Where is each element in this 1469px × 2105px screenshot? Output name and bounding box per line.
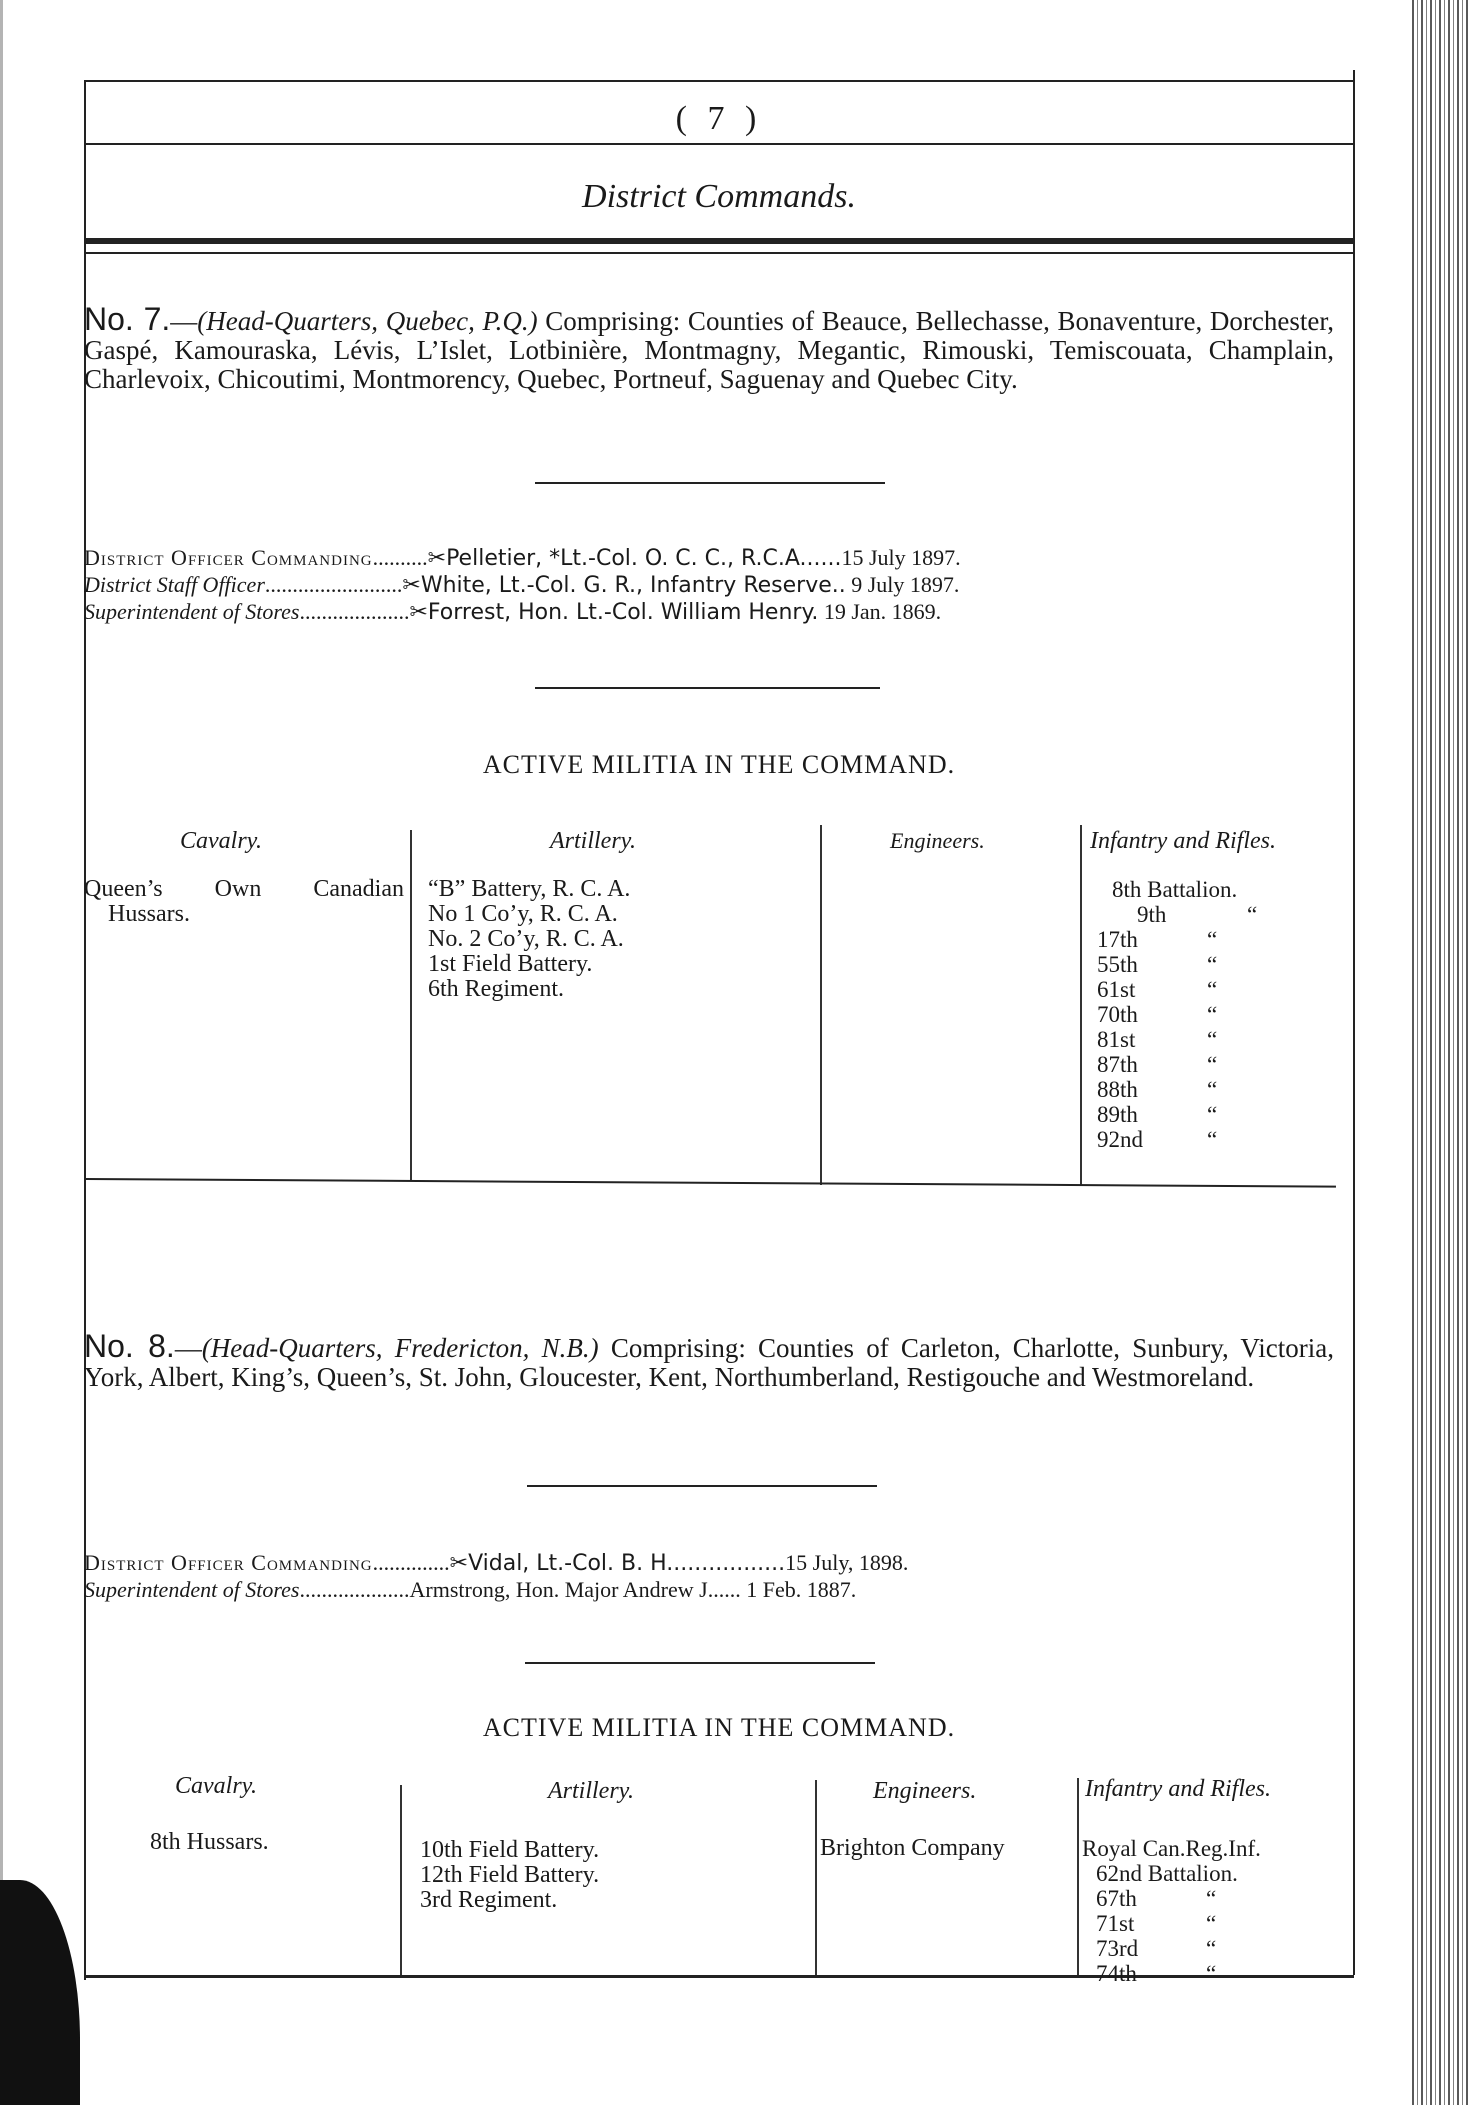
leader-dots: ....................: [299, 599, 410, 624]
ditto-mark: “: [1207, 1102, 1218, 1127]
district-8-description: No. 8.—(Head-Quarters, Fredericton, N.B.) Comprising: Counties of Carleton, Charlotte, Sunbury, Victoria, York, Albert, King’s, Queen’s, St. John, Gloucester, Kent, Northumberland, Restigouche and Westmoreland.: [84, 1328, 1334, 1392]
officer-role: District Officer Commanding: [84, 1550, 373, 1575]
leader-dots: .........................: [264, 572, 403, 597]
column-divider: [410, 830, 412, 1180]
ditto-mark: “: [1207, 1077, 1218, 1102]
list-item: 74th: [1096, 1961, 1137, 1986]
list-item: 73rd: [1096, 1936, 1139, 1961]
leader-dots: ..............: [372, 1550, 450, 1575]
column-divider: [1080, 825, 1082, 1185]
district-7-comprising: Comprising: Counties of Beauce, Bellechasse, Bonaventure, Dorchester, Gaspé, Kamouraska, Lévis, L’Islet, Lotbinière, Montmagny, Megantic, Rimouski, Temiscouata, Champlain, Charlevoix, Chicoutimi, Montmorency, Quebec, Portneuf, Saguenay and Quebec City.: [84, 306, 1334, 394]
title-double-rule-thick: [86, 238, 1353, 244]
cavalry-cell: [84, 877, 404, 927]
list-item: 67th: [1096, 1886, 1137, 1911]
list-item: 92nd: [1097, 1127, 1143, 1152]
col-header-infantry: Infantry and Rifles.: [1085, 1776, 1271, 1802]
list-item: 8th Battalion.: [1112, 877, 1238, 902]
officer-name: Armstrong, Hon. Major Andrew J......: [409, 1577, 741, 1602]
divider: [535, 482, 885, 484]
ditto-mark: “: [1207, 1027, 1218, 1052]
district-7-officer-row: [84, 545, 1344, 571]
district-7-militia-heading: ACTIVE MILITIA IN THE COMMAND.: [482, 750, 956, 779]
list-item: 71st: [1096, 1911, 1135, 1936]
list-item: Queen’s Own Canadian: [84, 876, 404, 902]
list-item: 81st: [1097, 1027, 1136, 1052]
district-7-description: No. 7.—(Head-Quarters, Quebec, P.Q.) Comprising: Counties of Beauce, Bellechasse, Bonaventure, Dorchester, Gaspé, Kamouraska, Lévis, L’Islet, Lotbinière, Montmagny, Megantic, Rimouski, Temiscouata, Champlain, Charlevoix, Chicoutimi, Montmorency, Quebec, Portneuf, Saguenay and Quebec City.: [84, 301, 1334, 394]
district-8-officer-row: [84, 1577, 1344, 1603]
district-separator: [86, 1178, 1336, 1188]
officer-role: Superintendent of Stores: [84, 1577, 300, 1602]
ditto-mark: “: [1207, 952, 1218, 977]
ditto-mark: “: [1207, 1002, 1218, 1027]
ditto-mark: “: [1207, 977, 1218, 1002]
artillery-cell: [428, 877, 808, 1002]
officer-role: District Officer Commanding: [84, 545, 373, 570]
ditto-mark: “: [1206, 1911, 1217, 1936]
col-header-cavalry: Cavalry.: [180, 828, 262, 854]
officer-date: 19 Jan. 1869.: [823, 599, 942, 624]
col-header-artillery: Artillery.: [550, 828, 636, 854]
officer-date: 15 July 1897.: [841, 545, 961, 570]
district-8-officer-row: [84, 1550, 1344, 1576]
ditto-mark: “: [1207, 1052, 1218, 1077]
ditto-mark: “: [1207, 1127, 1218, 1152]
list-item: 70th: [1097, 1002, 1138, 1027]
officer-date: 9 July 1897.: [851, 572, 960, 597]
ditto-mark: “: [1206, 1936, 1217, 1961]
list-item: No. 2 Co’y, R. C. A.: [428, 926, 624, 952]
leader-dots: ....................: [299, 1577, 410, 1602]
column-divider: [820, 825, 822, 1185]
officer-role: District Staff Officer: [84, 572, 265, 597]
list-item: 55th: [1097, 952, 1138, 977]
officer-name: ✂Forrest, Hon. Lt.-Col. William Henry.: [409, 600, 819, 625]
page-edge-left: [0, 0, 14, 2105]
divider: [527, 1485, 877, 1487]
list-item: Hussars.: [108, 901, 190, 927]
officer-name: ✂White, Lt.-Col. G. R., Infantry Reserve..: [402, 573, 846, 598]
book-spine-shadow: [0, 1880, 80, 2105]
col-header-cavalry: Cavalry.: [175, 1773, 257, 1799]
list-item: 61st: [1097, 977, 1136, 1002]
header-rule: [86, 143, 1353, 145]
district-7-hq: (Head-Quarters, Quebec, P.Q.): [197, 306, 538, 336]
frame-top: [84, 80, 1354, 82]
list-item: 6th Regiment.: [428, 976, 564, 1002]
list-item: 10th Field Battery.: [420, 1837, 600, 1863]
officer-name: ✂Vidal, Lt.-Col. B. H.................: [449, 1551, 786, 1576]
officer-date: 15 July, 1898.: [785, 1550, 909, 1575]
infantry-cell: [1082, 1836, 1352, 1986]
frame-right: [1353, 70, 1355, 1975]
infantry-cell: [1097, 877, 1347, 1152]
col-header-infantry: Infantry and Rifles.: [1090, 828, 1276, 854]
engineers-cell: [820, 1836, 1080, 1861]
district-7-officer-row: [84, 572, 1344, 598]
divider: [535, 687, 880, 689]
artillery-cell: [420, 1838, 800, 1913]
column-divider: [1077, 1778, 1079, 1975]
list-item: 89th: [1097, 1102, 1138, 1127]
list-item: 3rd Regiment.: [420, 1887, 558, 1913]
leader-dots: ..........: [372, 545, 428, 570]
title-double-rule-thin: [86, 252, 1353, 254]
list-item: 62nd Battalion.: [1096, 1861, 1238, 1886]
page-title: District Commands.: [582, 178, 856, 215]
divider: [525, 1662, 875, 1664]
list-item: No 1 Co’y, R. C. A.: [428, 901, 618, 927]
ditto-mark: “: [1206, 1961, 1217, 1986]
column-divider: [815, 1780, 817, 1975]
district-8-militia-heading: ACTIVE MILITIA IN THE COMMAND.: [482, 1713, 956, 1742]
officer-date: 1 Feb. 1887.: [746, 1577, 857, 1602]
district-8-number: No. 8.: [84, 1328, 175, 1364]
district-8-hq: (Head-Quarters, Fredericton, N.B.): [201, 1333, 599, 1363]
officer-role: Superintendent of Stores: [84, 599, 300, 624]
col-header-engineers: Engineers.: [890, 828, 985, 853]
list-item: 9th: [1137, 902, 1167, 927]
list-item: 17th: [1097, 927, 1138, 952]
col-header-artillery: Artillery.: [548, 1778, 634, 1804]
list-item: Brighton Company: [820, 1835, 1005, 1861]
col-header-engineers: Engineers.: [873, 1778, 977, 1804]
column-divider: [400, 1785, 402, 1975]
list-item: 1st Field Battery.: [428, 951, 593, 977]
list-item: 87th: [1097, 1052, 1138, 1077]
cavalry-cell: [150, 1830, 390, 1855]
list-item: 12th Field Battery.: [420, 1862, 600, 1888]
officer-name: ✂Pelletier, *Lt.-Col. O. C. C., R.C.A......: [427, 546, 842, 571]
ditto-mark: “: [1247, 902, 1258, 927]
list-item: 8th Hussars.: [150, 1829, 269, 1855]
ditto-mark: “: [1207, 927, 1218, 952]
district-7-officer-row: [84, 599, 1344, 625]
page-number: ( 7 ): [675, 100, 763, 137]
list-item: Royal Can.Reg.Inf.: [1082, 1836, 1261, 1861]
page-edge-right: [1412, 0, 1469, 2105]
district-8-comprising: Comprising: Counties of Carleton, Charlotte, Sunbury, Victoria, York, Albert, King’s, Queen’s, St. John, Gloucester, Kent, Northumberland, Restigouche and Westmoreland.: [84, 1333, 1334, 1392]
ditto-mark: “: [1206, 1886, 1217, 1911]
district-7-number: No. 7.: [84, 301, 171, 337]
list-item: “B” Battery, R. C. A.: [428, 876, 631, 902]
list-item: 88th: [1097, 1077, 1138, 1102]
